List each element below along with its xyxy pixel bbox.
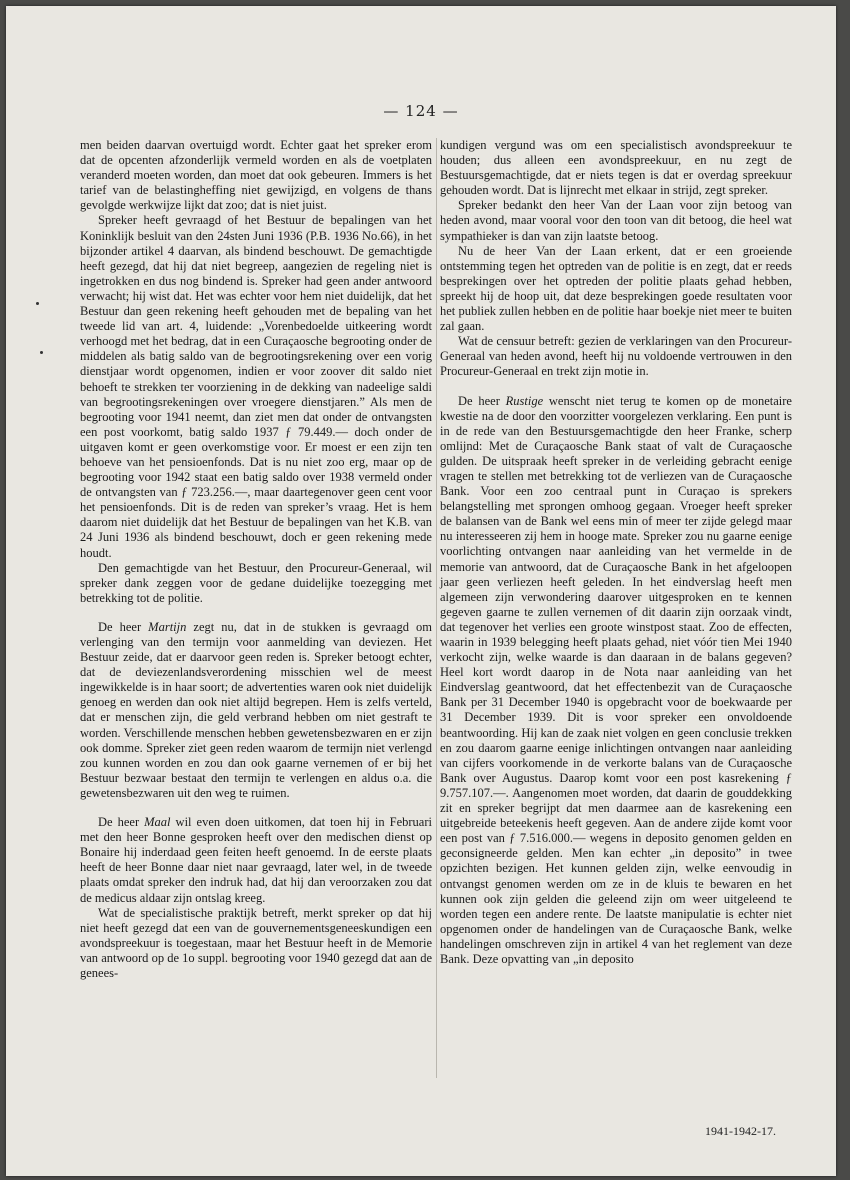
footer-code: 1941-1942-17. [705, 1124, 776, 1138]
speaker-name: Maal [144, 815, 171, 830]
paragraph-lead: De heer [98, 815, 145, 830]
paragraph-rustige [440, 394, 792, 968]
paragraph-lead: De heer [458, 393, 506, 408]
paragraph: Den gemachtigde van het Bestuur, den Procureur-Generaal, wil spreker dank zeggen voor de gedane duidelijke toezegging met betrekking tot de politie. [80, 560, 432, 605]
paragraph-martijn [80, 620, 432, 801]
paragraph: kundigen vergund was om een specialistisch avondspreekuur te houden; dus alleen een avondspreekuur, en nu zegt de Bestuursgemachtigde, dat er niets tegen is dat er overdag spreekuur gehouden wordt. Dat is lijnrecht met elkaar in strijd, zegt spreker. [440, 138, 792, 198]
right-column [440, 138, 792, 967]
paragraph-body: wil even doen uitkomen, dat toen hij in Februari met den heer Bonne gesproken heeft over den medischen dienst op Bonaire hij inderdaad geen feiten heeft genoemd. In de eerste plaats heeft de heer Bonne daar niet naar gevraagd, later wel, in de tweede plaats omdat spreker den indruk had, dat hij dan veroorzaken zou dat de medicus aldaar zijn ontslag kreeg. [80, 815, 432, 905]
paragraph-body: zegt nu, dat in de stukken is gevraagd om verlenging van den termijn voor aanmelding van deviezen. Het Bestuur zeide, dat er daarvoor geen reden is. Spreker betoogt echter, dat de deviezenlandsverordening misschien wel de meest ingewikkelde is in haar soort; de advertenties waren ook niet duidelijk genoeg en werden dan ook niet altijd begrepen. Hem is zelfs verteld, dat er menschen zijn, die geld verbrand hebben om niet gestraft te worden. Verschillende menschen hebben gewetensbezwaren en er zijn ook domme. Spreker ziet geen reden waarom de termijn niet verlengd zou kunnen worden en zou dan ook gaarne vernemen of er bij het Bestuur bezwaar bestaat den termijn te verlengen en aldus o.a. die gewetensbezwaren uit den weg te ruimen. [80, 619, 432, 800]
paragraph: Wat de censuur betreft: gezien de verklaringen van den Procureur-Generaal van heden avond, heeft hij nu voldoende vertrouwen in den Procureur-Generaal en trekt zijn motie in. [440, 334, 792, 379]
paragraph-maal [80, 815, 432, 906]
left-column [80, 138, 432, 981]
scan-dot [36, 302, 39, 305]
speaker-name: Rustige [505, 393, 544, 408]
paragraph: Spreker heeft gevraagd of het Bestuur de bepalingen van het Koninklijk besluit van den 24sten Juni 1936 (P.B. 1936 No.66), in het bijzonder artikel 4 daarvan, als bindend beschouwt. De gemachtigde heeft gezegd, dat hij dat niet begreep, aangezien de regeling niet is ingetrokken en dus nog bindend is. Spreker had geen ander antwoord verwacht; hij wist dat. Het was echter voor hem niet duidelijk, dat het Bestuur dan geen rekening heeft gehouden met de bepaling van het tweede lid van art. 4, luidende: „Vorenbedoelde uitkeering wordt verhoogd met het bedrag, dat in een Curaçaosche begrooting onder de middelen als batig saldo van de begrootingsrekening over een vorig dienstjaar wordt opgenomen, indien er voor zoover dit saldo niet behoeft te strekken ter voorziening in de dekking van nadeelige saldi van begrootingsrekeningen over vroegere dienstjaren.” Als men de begrooting voor 1941 neemt, dan ziet men dat onder de ontvangsten een post voorkomt, batig saldo 1937 ƒ 79.449.— doch onder de uitgaven komt er geen overkomstige voor. Er moest er een zijn ten behoeve van het pensioenfonds. Dat is nu niet zoo erg, maar op de begrooting voor 1942 staat een batig saldo over 1938 vermeld onder de ontvangsten van ƒ 723.256.—, maar daartegenover geen cent voor het pensioenfonds. Dit is de reden van spreker’s vraag. Het is hem daarom niet duidelijk dat het Bestuur de bepalingen van het K.B. van 24 Juni 1936 als bindend beschouwt, doch er geen rekening mede houdt. [80, 213, 432, 560]
document-page [6, 6, 836, 1176]
paragraph-lead: De heer [98, 619, 149, 634]
scan-dot [40, 351, 43, 354]
speaker-name: Martijn [148, 619, 187, 634]
column-divider [436, 138, 437, 1078]
paragraph: Wat de specialistische praktijk betreft, merkt spreker op dat hij niet heeft gezegd dat een van de gouvernementsgeneeskundigen een avondspreekuur is toegestaan, maar het Bestuur heeft in de Memorie van antwoord op de 1o suppl. begrooting voor 1940 gezegd dat aan de genees- [80, 905, 432, 980]
paragraph: men beiden daarvan overtuigd wordt. Echter gaat het spreker erom dat de opcenten afzonderlijk vermeld worden en als de voetplaten veranderd moeten worden, dan moet dat ook gebeuren. Immers is het tarief van de belastingheffing niet gewijzigd, en volgens de thans gevolgde werkwijze lijkt dat zoo; dat is niet juist. [80, 138, 432, 213]
paragraph-body: wenscht niet terug te komen op de monetaire kwestie na de door den voorzitter voorgelezen verklaring. Een punt is in de rede van den Bestuursgemachtigde den heer Franke, scherp omlijnd: Met de Curaçaosche Bank staat of valt de Curaçaosche gulden. De uitspraak heeft spreker in de verleiding gebracht eenige vragen te stellen met betrekking tot de verliezen van de Curaçaosche Bank. Voor een zoo centraal punt in Curaçao is sprekers belangstelling met sprongen omhoog gegaan. Vroeger heeft spreker de balansen van de Bank wel eens min of meer ter zijde gelegd maar nu interesseeren zij hem in hooge mate. Spreker zou nu gaarne eenige voorlichting ontvangen naar aanleiding van het vermelde in de memorie van antwoord, dat de Curaçaosche Bank in het afgeloopen jaar geen verliezen heeft geleden. In het eindverslag heeft men algemeen zijn verwondering daarover uitgesproken en te kennen gegeven gaarne te zullen vernemen of dit daarin zijn oorzaak vindt, dat tegenover het verlies een groote winstpost staat. Zoo de effecten, waarin in 1939 belegging heeft plaats gehad, niet vóór tien Mei 1940 verkocht zijn, welke waarde is dan daaraan in de balans gegeven? Heel kort wordt daarop in de Nota naar aanleiding van het Eindverslag geantwoord, dat het effectenbezit van de Curaçaosche Bank per 31 December 1940 is opgebracht voor de boekwaarde per 31 December 1939. Dit is voor spreker een onvoldoende beantwoording. Hij kan de zaak niet volgen en geen conclusie trekken en zou daarom gaarne eenige inlichtingen ontvangen naar aanleiding van cijfers voorkomende in de verkorte balans van de Curaçaosche Bank over Augustus. Daarop komt voor een post kasrekening ƒ 9.757.107.—. Aangenomen moet worden, dat daarin de gouddekking zit en spreker begrijpt dat men daarmee aan de kasrekening een uitgebreide beteekenis heeft gegeven. Aan de andere zijde komt voor een post van ƒ 7.516.000.— wegens in deposito genomen gelden en geconsigneerde gelden. Men kan echter „in deposito” in twee opzichten bezigen. Het kunnen gelden zijn, welke eenvoudig in ontvangst genomen werden om ze in de kluis te bewaren en het kunnen ook zijn gelden die geleend zijn om weer uitgeleend te worden tegen een andere rente. De laatste manipulatie is echter niet opgenomen onder de handelingen van de Curaçaosche Bank, welke handelingen omschreven zijn in artikel 4 van het reglement van deze Bank. Deze opvatting van „in deposito [440, 393, 792, 966]
paragraph: Nu de heer Van der Laan erkent, dat er een groeiende ontstemming tegen het optreden van de politie is en zegt, dat er reeds besprekingen over het optreden der politie plaats gehad hebben, spreekt hij de hoop uit, dat deze besprekingen goede resultaten voor het publiek zullen hebben en de politie haar boekje niet meer te buiten zal gaan. [440, 243, 792, 334]
paragraph: Spreker bedankt den heer Van der Laan voor zijn betoog van heden avond, maar vooral voor den toon van dit betoog, die heel wat sympathieker is dan van zijn laatste betoog. [440, 198, 792, 243]
page-number: — 124 — [383, 102, 459, 120]
